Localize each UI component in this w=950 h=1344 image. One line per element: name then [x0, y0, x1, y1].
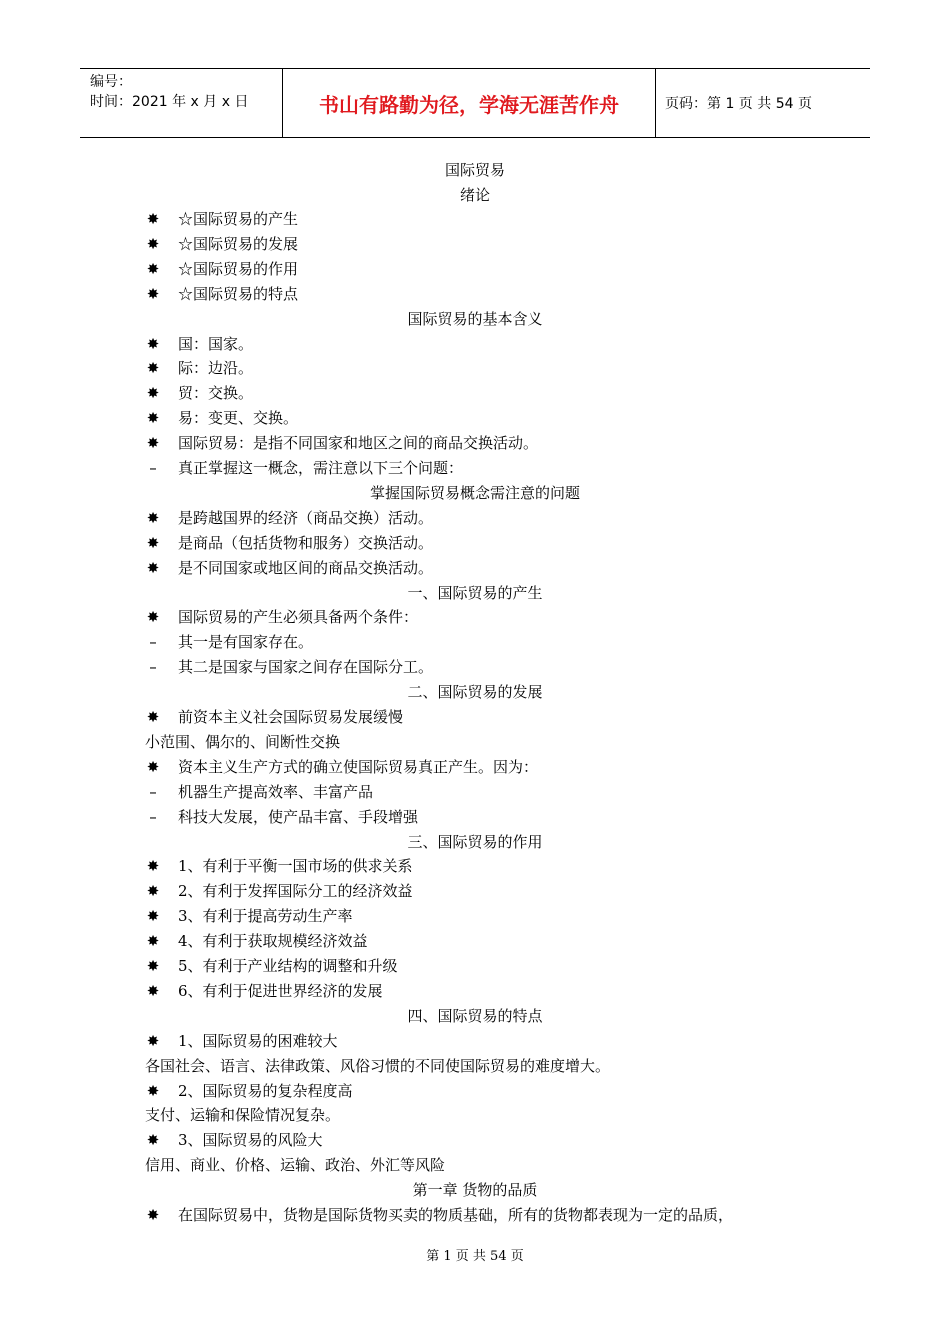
bullet-item [0, 456, 950, 481]
number-label: 编号： [90, 74, 132, 90]
bullet-text: 贸：交换。 [178, 384, 254, 402]
bullet-item [0, 1203, 950, 1228]
bullet-text: 3、国际贸易的风险大 [178, 1131, 323, 1149]
dash-bullet-icon: – [149, 783, 157, 801]
bullet-text: 在国际贸易中，货物是国际货物买卖的物质基础，所有的货物都表现为一定的品质， [178, 1206, 734, 1224]
bullet-text: ☆国际贸易的作用 [178, 260, 299, 278]
page-header [80, 68, 870, 138]
bullet-text: 其一是有国家存在。 [178, 633, 314, 651]
bullet-text: 是跨越国界的经济（商品交换）活动。 [178, 509, 434, 527]
asterisk-bullet-icon: ✸ [146, 534, 160, 552]
bullet-text: 其二是国家与国家之间存在国际分工。 [178, 658, 434, 676]
bullet-text: ☆国际贸易的发展 [178, 235, 299, 253]
bullet-item [0, 630, 950, 655]
bullet-text: 科技大发展，使产品丰富、手段增强 [178, 808, 419, 826]
bullet-item [0, 556, 950, 581]
asterisk-bullet-icon: ✸ [146, 1032, 160, 1050]
asterisk-bullet-icon: ✸ [146, 1206, 160, 1224]
asterisk-bullet-icon: ✸ [146, 857, 160, 875]
bullet-item [0, 431, 950, 456]
section-heading: 三、国际贸易的作用 [407, 833, 543, 851]
bullet-text: 国际贸易的产生必须具备两个条件： [178, 608, 419, 626]
document-title: 国际贸易 [444, 161, 505, 179]
date-label: 时间：2021 年 x 月 x 日 [90, 94, 249, 110]
bullet-item [0, 207, 950, 232]
asterisk-bullet-icon: ✸ [146, 758, 160, 776]
asterisk-bullet-icon: ✸ [146, 982, 160, 1000]
page-info: 页码：第 1 页 共 54 页 [665, 96, 812, 112]
asterisk-bullet-icon: ✸ [146, 559, 160, 577]
asterisk-bullet-icon: ✸ [146, 285, 160, 303]
bullet-text: 资本主义生产方式的确立使国际贸易真正产生。因为： [178, 758, 539, 776]
bullet-item [0, 755, 950, 780]
header-motto-cell [282, 69, 656, 137]
bullet-text: 是不同国家或地区间的商品交换活动。 [178, 559, 434, 577]
document-subtitle: 绪论 [459, 186, 490, 204]
asterisk-bullet-icon: ✸ [146, 608, 160, 626]
bullet-text: 1、国际贸易的困难较大 [178, 1032, 338, 1050]
asterisk-bullet-icon: ✸ [146, 260, 160, 278]
bullet-item [0, 406, 950, 431]
bullet-item [0, 655, 950, 680]
header-page-cell [655, 69, 870, 137]
motto-text: 书山有路勤为径，学海无涯苦作舟 [319, 92, 619, 117]
bullet-item [0, 805, 950, 830]
asterisk-bullet-icon: ✸ [146, 957, 160, 975]
bullet-item [0, 954, 950, 979]
bullet-item [0, 854, 950, 879]
bullet-item [0, 506, 950, 531]
page-footer: 第 1 页 共 54 页 [426, 1249, 524, 1264]
bullet-text: 5、有利于产业结构的调整和升级 [178, 957, 398, 975]
bullet-text: 3、有利于提高劳动生产率 [178, 907, 353, 925]
bullet-text: 前资本主义社会国际贸易发展缓慢 [178, 708, 404, 726]
dash-bullet-icon: – [149, 633, 157, 651]
bullet-item [0, 780, 950, 805]
bullet-item [0, 904, 950, 929]
bullet-item [0, 1128, 950, 1153]
paragraph-text: 各国社会、语言、法律政策、风俗习惯的不同使国际贸易的难度增大。 [145, 1057, 611, 1075]
bullet-text: 2、有利于发挥国际分工的经济效益 [178, 882, 413, 900]
paragraph-text: 信用、商业、价格、运输、政治、外汇等风险 [145, 1156, 446, 1174]
asterisk-bullet-icon: ✸ [146, 359, 160, 377]
header-left-cell [80, 69, 282, 137]
asterisk-bullet-icon: ✸ [146, 708, 160, 726]
bullet-item [0, 929, 950, 954]
section-heading: 第一章 货物的品质 [412, 1181, 538, 1199]
asterisk-bullet-icon: ✸ [146, 1082, 160, 1100]
section-heading: 二、国际贸易的发展 [407, 683, 543, 701]
bullet-item [0, 257, 950, 282]
bullet-item [0, 705, 950, 730]
bullet-item [0, 381, 950, 406]
asterisk-bullet-icon: ✸ [146, 335, 160, 353]
bullet-text: 易：变更、交换。 [178, 409, 299, 427]
dash-bullet-icon: – [149, 658, 157, 676]
section-heading: 四、国际贸易的特点 [407, 1007, 543, 1025]
bullet-text: 是商品（包括货物和服务）交换活动。 [178, 534, 434, 552]
bullet-text: 国：国家。 [178, 335, 254, 353]
bullet-item [0, 1079, 950, 1104]
section-heading: 掌握国际贸易概念需注意的问题 [369, 484, 580, 502]
paragraph-text: 小范围、偶尔的、间断性交换 [145, 733, 341, 751]
asterisk-bullet-icon: ✸ [146, 509, 160, 527]
bullet-item [0, 356, 950, 381]
asterisk-bullet-icon: ✸ [146, 384, 160, 402]
section-heading: 国际贸易的基本含义 [407, 310, 543, 328]
asterisk-bullet-icon: ✸ [146, 235, 160, 253]
section-heading: 一、国际贸易的产生 [407, 584, 543, 602]
bullet-item [0, 531, 950, 556]
asterisk-bullet-icon: ✸ [146, 434, 160, 452]
asterisk-bullet-icon: ✸ [146, 210, 160, 228]
asterisk-bullet-icon: ✸ [146, 932, 160, 950]
bullet-item [0, 282, 950, 307]
asterisk-bullet-icon: ✸ [146, 1131, 160, 1149]
bullet-text: 际：边沿。 [178, 359, 254, 377]
bullet-text: ☆国际贸易的特点 [178, 285, 299, 303]
bullet-item [0, 232, 950, 257]
bullet-item [0, 879, 950, 904]
asterisk-bullet-icon: ✸ [146, 907, 160, 925]
bullet-text: 2、国际贸易的复杂程度高 [178, 1082, 353, 1100]
bullet-text: 真正掌握这一概念，需注意以下三个问题： [178, 459, 464, 477]
bullet-item [0, 605, 950, 630]
bullet-text: 4、有利于获取规模经济效益 [178, 932, 368, 950]
asterisk-bullet-icon: ✸ [146, 409, 160, 427]
paragraph-text: 支付、运输和保险情况复杂。 [145, 1106, 341, 1124]
dash-bullet-icon: – [149, 808, 157, 826]
bullet-text: 6、有利于促进世界经济的发展 [178, 982, 383, 1000]
asterisk-bullet-icon: ✸ [146, 882, 160, 900]
dash-bullet-icon: – [149, 459, 157, 477]
bullet-item [0, 979, 950, 1004]
bullet-text: 1、有利于平衡一国市场的供求关系 [178, 857, 413, 875]
bullet-item [0, 1029, 950, 1054]
bullet-text: ☆国际贸易的产生 [178, 210, 299, 228]
bullet-text: 国际贸易：是指不同国家和地区之间的商品交换活动。 [178, 434, 539, 452]
bullet-item [0, 332, 950, 357]
bullet-text: 机器生产提高效率、丰富产品 [178, 783, 374, 801]
